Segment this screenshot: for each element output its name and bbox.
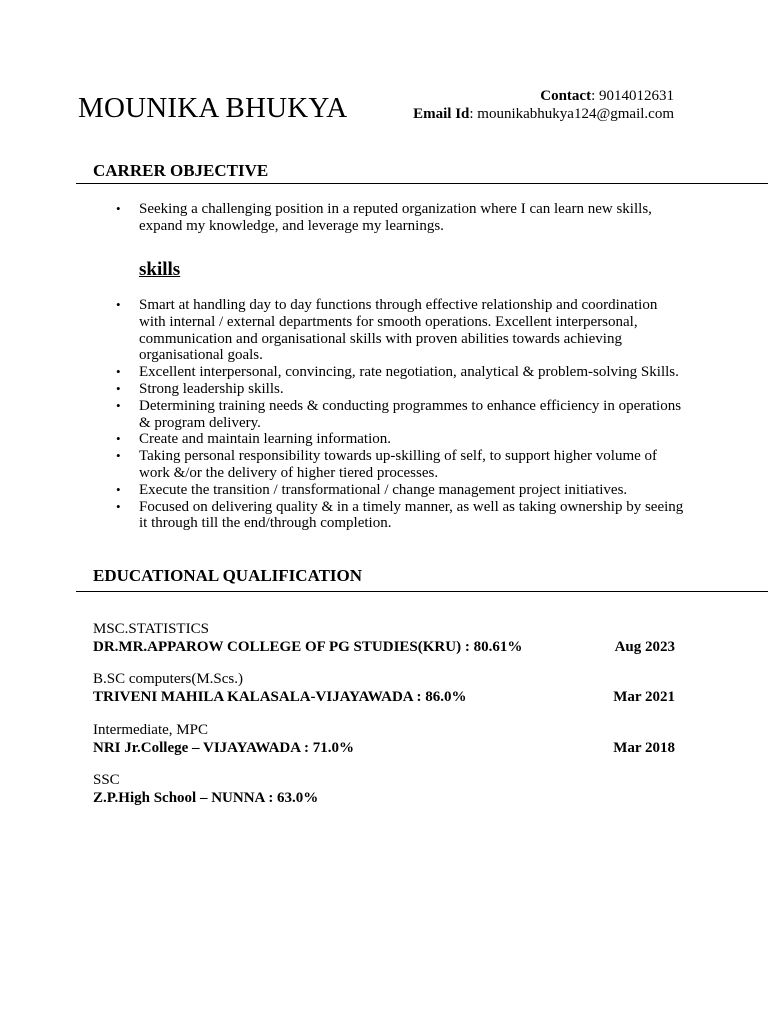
contact-value: : 9014012631 xyxy=(591,88,674,104)
education-date: Mar 2021 xyxy=(613,689,675,705)
education-entry xyxy=(93,772,675,807)
skill-item: • Smart at handling day to day functions through effective relationship and coordination with internal / external departments for smooth operations. Excellent interpersonal, communication and organisational skills with proven abilities towards achieving organisational goals. xyxy=(139,297,684,364)
skills-list xyxy=(139,297,684,532)
email-line xyxy=(413,105,674,123)
objective-item: • Seeking a challenging position in a reputed organization where I can learn new skills, expand my knowledge, and leverage my learnings. xyxy=(139,201,684,235)
education-row xyxy=(93,739,675,757)
skill-item: • Execute the transition / transformational / change management project initiatives. xyxy=(139,482,684,499)
education-course: Intermediate, MPC xyxy=(93,722,208,738)
email-value: : mounikabhukya124@gmail.com xyxy=(469,106,674,122)
education-entry xyxy=(93,722,675,757)
education-divider xyxy=(76,591,768,592)
education-institution: Z.P.High School – NUNNA : 63.0% xyxy=(93,790,319,806)
objective-list xyxy=(139,201,684,235)
education-date: Mar 2018 xyxy=(613,740,675,756)
skill-item: • Strong leadership skills. xyxy=(139,381,684,398)
skill-item: • Taking personal responsibility towards up-skilling of self, to support higher volume of work &/or the delivery of higher tiered processes. xyxy=(139,448,684,482)
education-date: Aug 2023 xyxy=(614,639,675,655)
education-entry xyxy=(93,671,675,706)
email-label: Email Id xyxy=(413,106,470,122)
education-course: B.SC computers(M.Scs.) xyxy=(93,671,243,687)
skill-item: • Excellent interpersonal, convincing, rate negotiation, analytical & problem-solving Skills. xyxy=(139,364,684,381)
skill-item: • Create and maintain learning information. xyxy=(139,431,684,448)
contact-label: Contact xyxy=(540,88,592,104)
education-heading: EDUCATIONAL QUALIFICATION xyxy=(93,566,363,585)
education-institution: TRIVENI MAHILA KALASALA-VIJAYAWADA : 86.0% xyxy=(93,689,467,705)
education-course: MSC.STATISTICS xyxy=(93,621,209,637)
contact-block xyxy=(413,87,674,123)
candidate-name: MOUNIKA BHUKYA xyxy=(78,92,348,124)
skills-heading: skills xyxy=(139,259,181,280)
education-row xyxy=(93,638,675,656)
skill-item: • Determining training needs & conducting programmes to enhance efficiency in operations & program delivery. xyxy=(139,398,684,432)
education-institution: NRI Jr.College – VIJAYAWADA : 71.0% xyxy=(93,740,354,756)
objective-divider xyxy=(76,183,768,184)
education-row xyxy=(93,789,675,807)
contact-line xyxy=(413,87,674,105)
objective-heading: CARRER OBJECTIVE xyxy=(93,161,269,180)
education-course: SSC xyxy=(93,772,120,788)
education-row xyxy=(93,688,675,706)
skill-item: • Focused on delivering quality & in a timely manner, as well as taking ownership by seeing it through till the end/through completion. xyxy=(139,499,684,533)
education-entry xyxy=(93,621,675,656)
education-institution: DR.MR.APPAROW COLLEGE OF PG STUDIES(KRU) : 80.61% xyxy=(93,639,523,655)
